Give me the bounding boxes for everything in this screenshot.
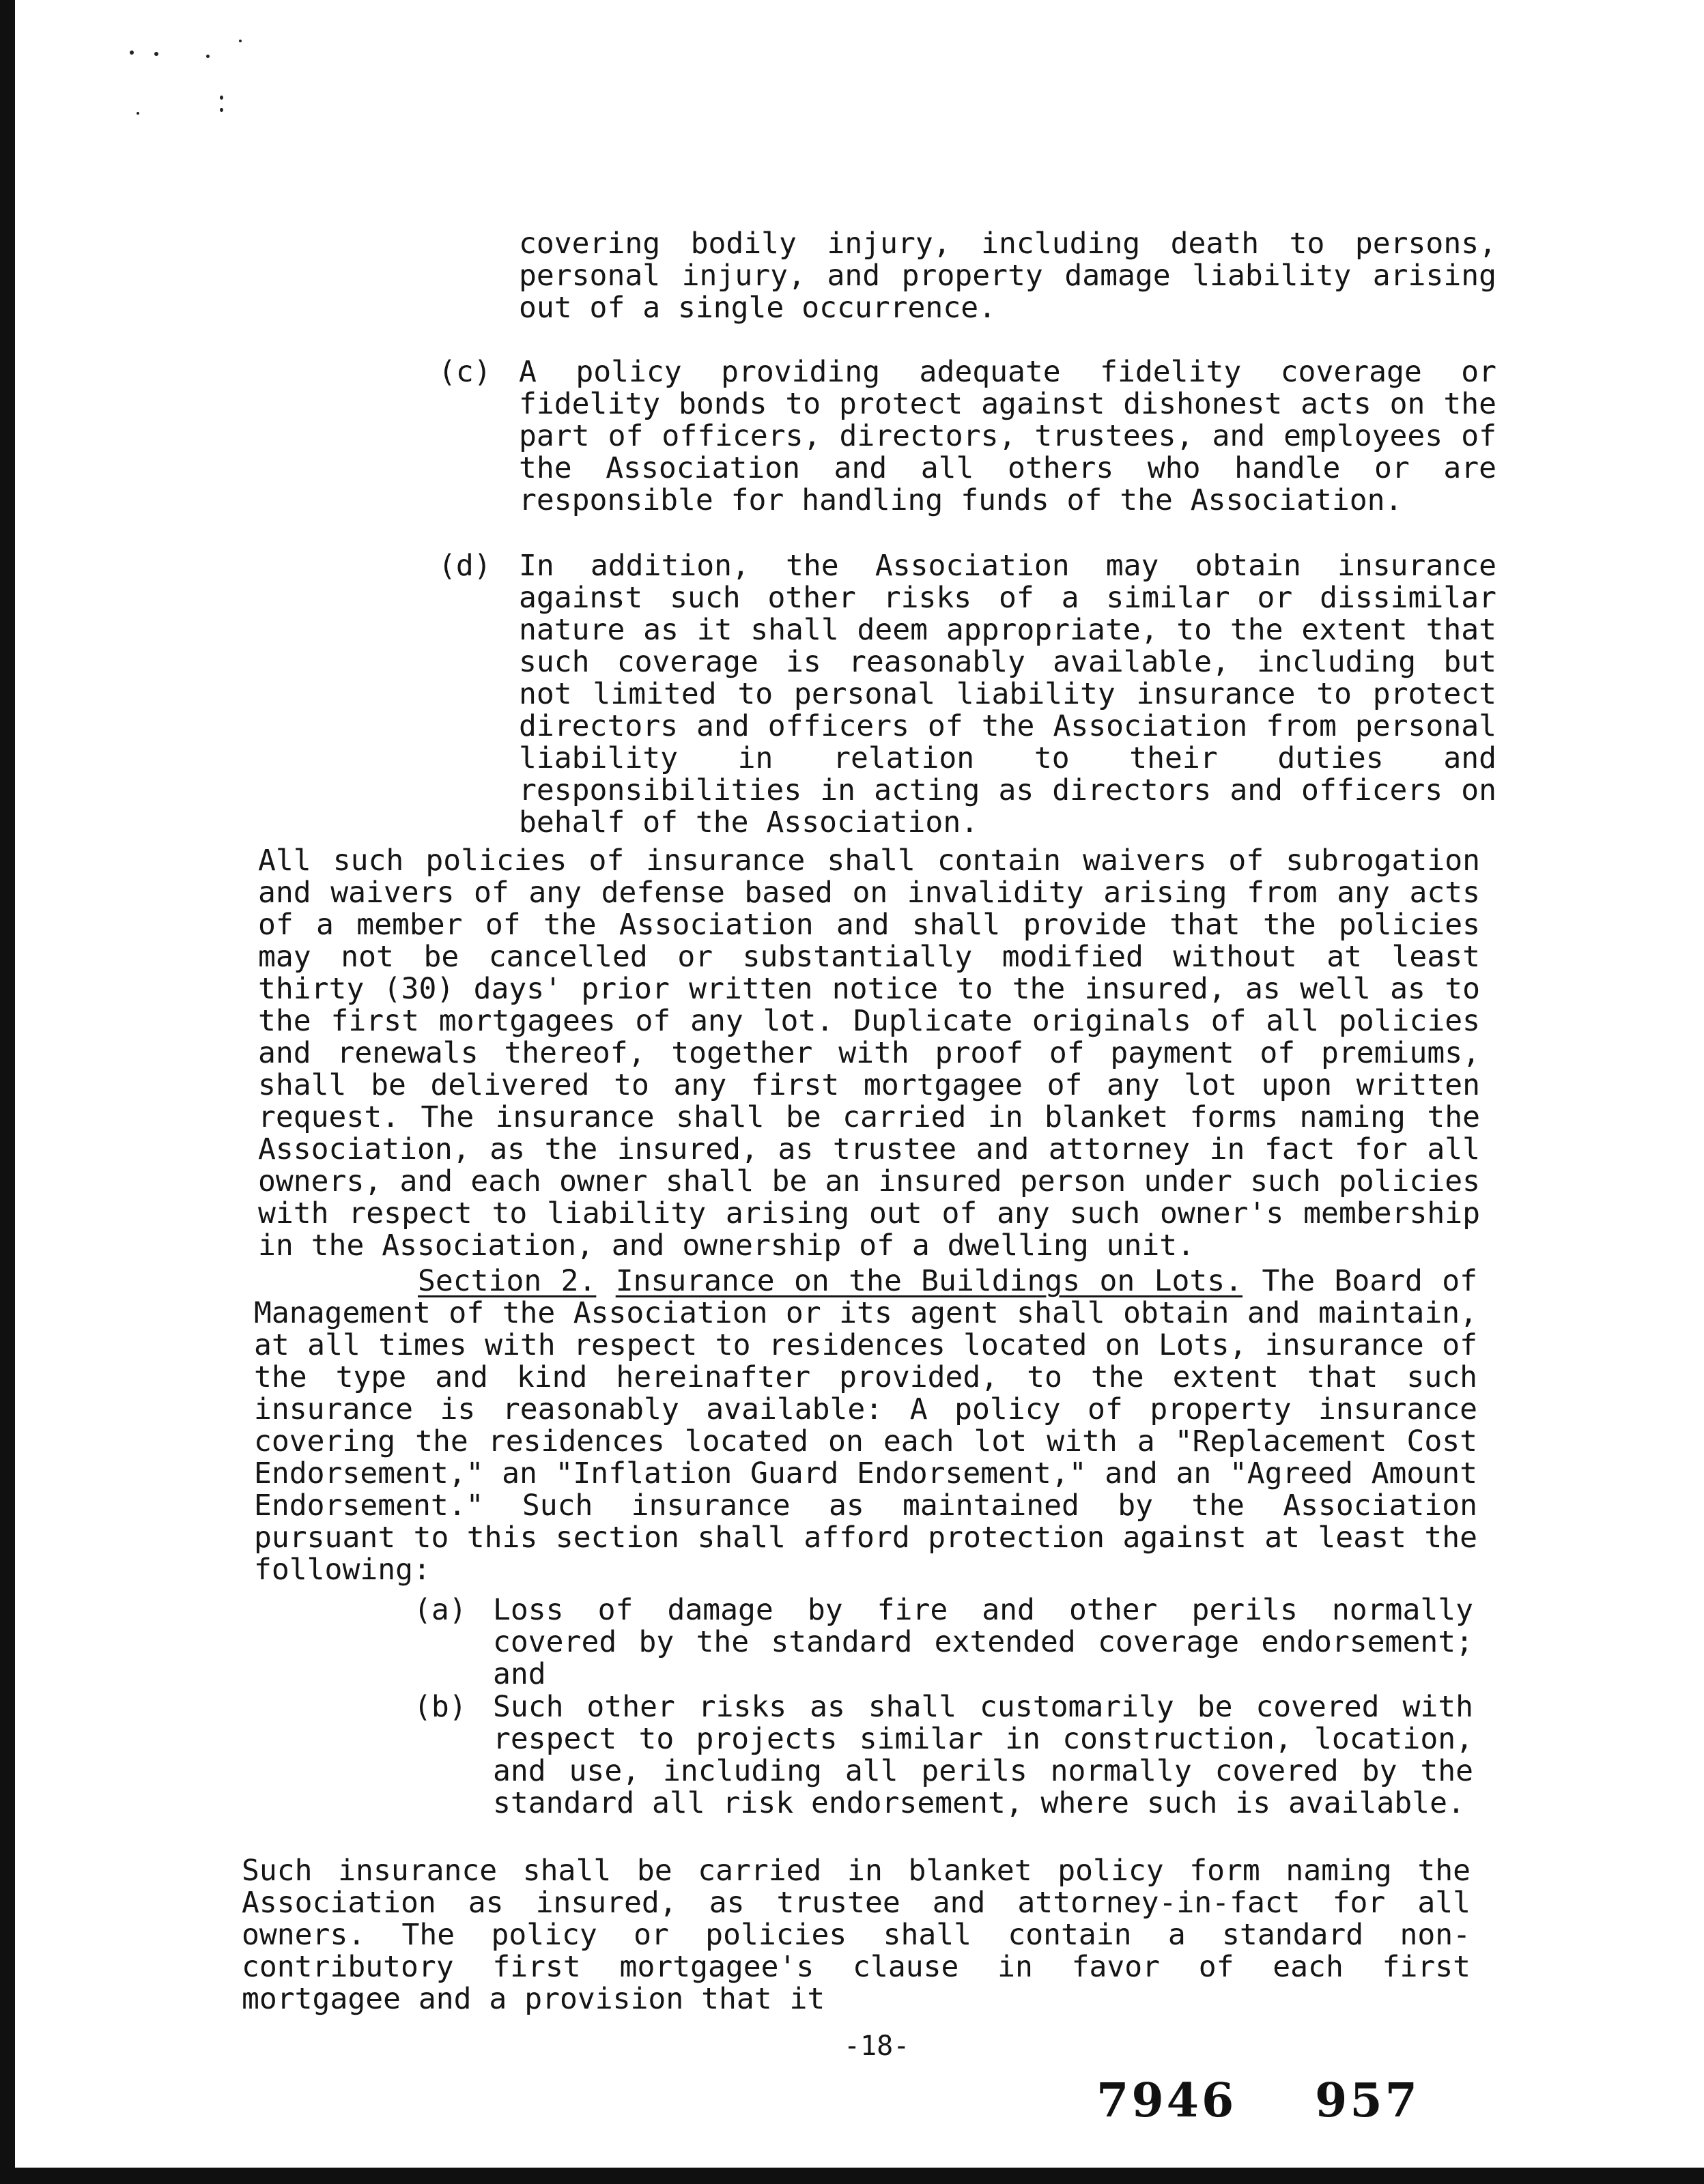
item-a-paragraph: Loss of damage by fire and other perils normally covered by the standard extended coverage endorsement; and (493, 1593, 1473, 1691)
bates-number-right: 957 (1315, 2073, 1420, 2128)
bates-number-left: 7946 (1096, 2073, 1237, 2128)
item-d-paragraph: In addition, the Association may obtain insurance against such other risks of a similar or dissimilar nature as it shall deem appropriate, to the extent that such coverage is reasonably available, including but not limited to personal liability insurance to protect directors and officers of the Association from personal liability in relation to their duties and responsibilities in acting as directors and officers on behalf of the Association. (519, 549, 1496, 839)
scan-speck (220, 96, 223, 100)
scan-edge-bottom (0, 2168, 1704, 2184)
item-a-marker: (a) (414, 1593, 467, 1627)
continuation-paragraph: covering bodily injury, including death to persons, personal injury, and property damage liability arising out of a single occurrence. (519, 227, 1496, 325)
scan-speck (130, 51, 134, 55)
item-b-paragraph: Such other risks as shall customarily be covered with respect to projects similar in construction, location, and use, including all perils normally covered by the standard all risk endorsement, where such is available. (493, 1690, 1473, 1820)
scan-speck (154, 52, 158, 56)
item-d-marker: (d) (438, 549, 492, 583)
scan-edge-left (0, 0, 15, 2184)
section-2-text: The Board of Management of the Association or its agent shall obtain and maintain, at all times with respect to residences located on Lots, insurance of the type and kind hereinafter provided, to the extent that such insurance is reasonably available: A policy of property insurance covering the residences located on each lot with a "Replacement Cost Endorsement," an "Inflation Guard Endorsement," and an "Agreed Amount Endorsement." Such insurance as maintained by the Association pursuant to this section shall afford protection against at least the following: (254, 1264, 1478, 1587)
scan-speck (206, 55, 210, 58)
section-2-paragraph (254, 1265, 1477, 1586)
item-c-marker: (c) (438, 355, 492, 389)
section-2-label: Section 2. (418, 1264, 597, 1298)
waivers-paragraph: All such policies of insurance shall contain waivers of subrogation and waivers of any defense based on invalidity arising from any acts of a member of the Association and shall provide that the policies may not be cancelled or substantially modified without at least thirty (30) days' prior written notice to the insured, as well as to the first mortgagees of any lot. Duplicate originals of all policies and renewals thereof, together with proof of payment of premiums, shall be delivered to any first mortgagee of any lot upon written request. The insurance shall be carried in blanket forms naming the Association, as the insured, as trustee and attorney in fact for all owners, and each owner shall be an insured person under such policies with respect to liability arising out of any such owner's membership in the Association, and ownership of a dwelling unit. (258, 844, 1480, 1263)
item-b-marker: (b) (414, 1690, 467, 1724)
section-2-heading: Insurance on the Buildings on Lots. (615, 1264, 1243, 1298)
scan-speck (239, 40, 242, 42)
item-c-paragraph: A policy providing adequate fidelity coverage or fidelity bonds to protect against dishonest acts on the part of officers, directors, trustees, and employees of the Association and all others who handle or are responsible for handling funds of the Association. (519, 355, 1496, 517)
closing-paragraph: Such insurance shall be carried in blanket policy form naming the Association as insured, as trustee and attorney-in-fact for all owners. The policy or policies shall contain a standard non-contributory first mortgagee's clause in favor of each first mortgagee and a provision that it (242, 1854, 1471, 2016)
scan-speck (137, 112, 139, 115)
scan-speck (220, 108, 223, 112)
page-number: -18- (844, 2030, 910, 2062)
